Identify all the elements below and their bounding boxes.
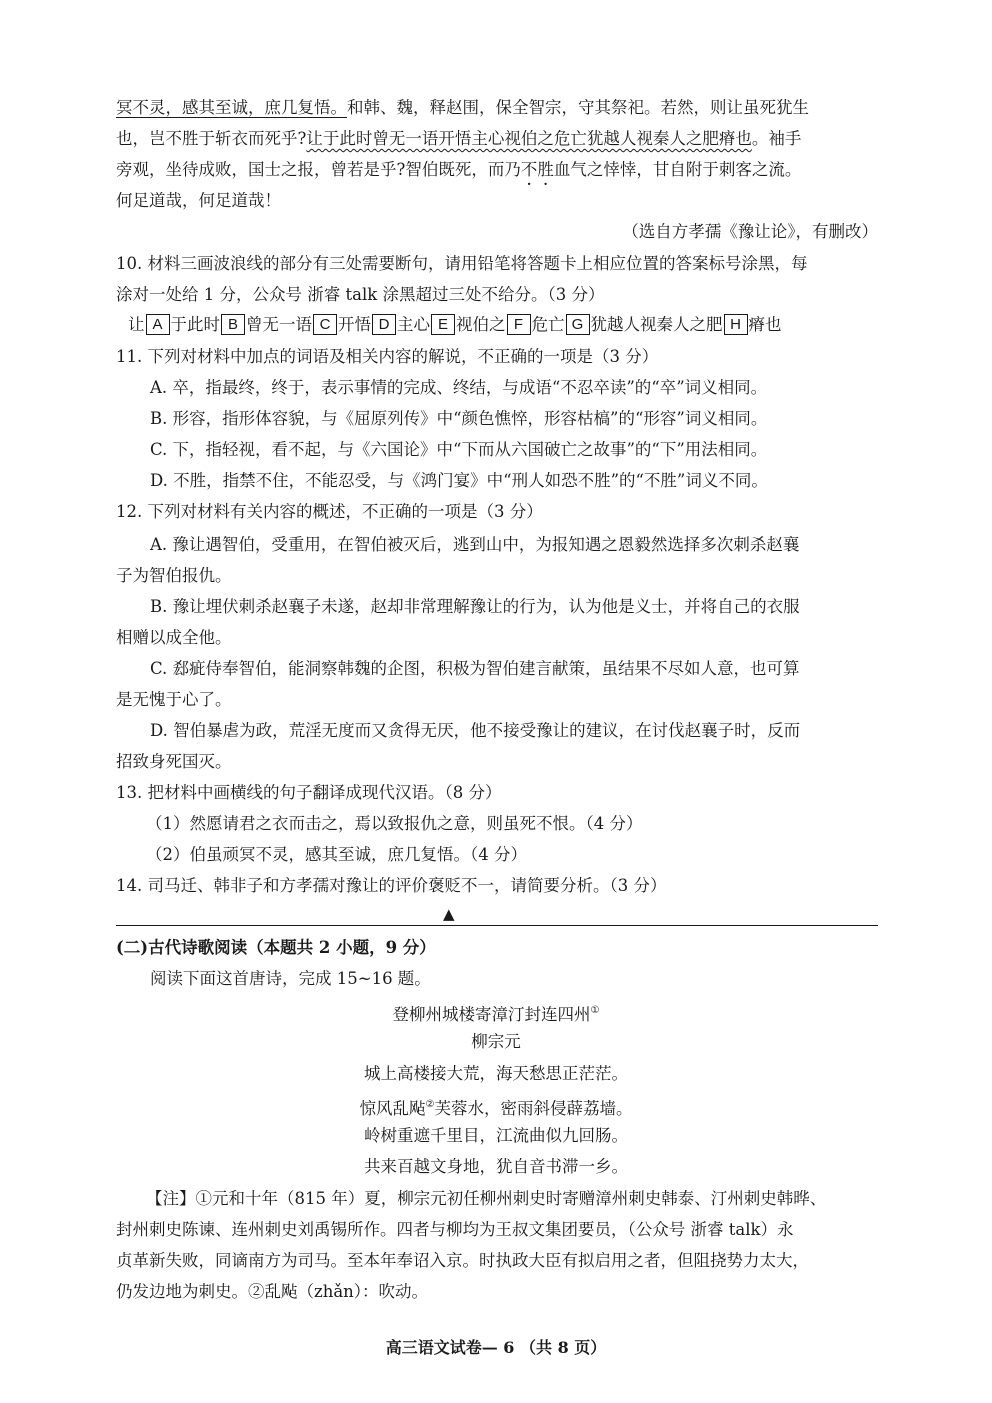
section-intro: 阅读下面这首唐诗，完成 15~16 题。 <box>150 969 431 988</box>
answer-mark-B[interactable]: B <box>221 314 245 335</box>
answer-mark-D[interactable]: D <box>372 314 396 335</box>
option-d: D. 智伯暴虐为政，荒淫无度而又贪得无厌，他不接受豫让的建议，在讨伐赵襄子时，反而 <box>150 721 801 740</box>
poem-note: 贞革新失败，同谪南方为司马。至本年奉诏入京。时执政大臣有拟启用之者，但阻挠势力太大， <box>116 1251 809 1270</box>
passage-line: 冥不灵，感其至诚，庶几复悟。和韩、魏，释赵围，保全智宗，守其祭祀。若然，则让虽死犹生 <box>116 98 809 117</box>
poem-verse: 惊风乱飐②芙蓉水，密雨斜侵薜荔墙。 <box>359 1099 633 1118</box>
section-heading: (二)古代诗歌阅读（本题共 2 小题，9 分） <box>116 938 436 957</box>
option-c: C. 下，指轻视，看不起，与《六国论》中“下而从六国破亡之故事”的“下”用法相同。 <box>150 440 768 459</box>
poem-verse: 岭树重遮千里目，江流曲似九回肠。 <box>364 1126 628 1145</box>
poem-verse: 城上高楼接大荒，海天愁思正茫茫。 <box>364 1064 628 1083</box>
question-14-stem: 14. 司马迁、韩非子和方孝孺对豫让的评价褒贬不一，请简要分析。（3 分） <box>116 876 667 895</box>
footnote-marker: ① <box>590 1005 600 1016</box>
option-b: B. 形容，指形体容貌，与《屈原列传》中“颜色憔悴，形容枯槁”的“形容”词义相同。 <box>150 409 768 428</box>
option-b-cont: 相赠以成全他。 <box>116 628 232 647</box>
poem-author: 柳宗元 <box>471 1032 521 1051</box>
passage-line: 也，岂不胜于斩衣而死乎?让于此时曾无一语开悟主心视伯之危亡犹越人视秦人之肥瘠也。袖手 <box>116 129 802 148</box>
answer-mark-G[interactable]: G <box>566 314 590 335</box>
option-a: A. 卒，指最终，终于，表示事情的完成、终结，与成语“不忍卒读”的“卒”词义相同。 <box>150 378 768 397</box>
sub-question-1: （1）然愿请君之衣而击之，焉以致报仇之意，则虽死不恨。（4 分） <box>146 814 643 833</box>
poem-note: 【注】①元和十年（815 年）夏，柳宗元初任柳州刺史时寄赠漳州刺史韩泰、汀州刺史韩晔、 <box>146 1189 827 1208</box>
poem-note: 封州刺史陈谏、连州刺史刘禹锡所作。四者与柳均为王叔文集团要员，（公众号 浙睿 talk）永 <box>116 1220 794 1239</box>
question-11-stem: 11. 下列对材料中加点的词语及相关内容的解说，不正确的一项是（3 分） <box>116 347 659 366</box>
underlined-sentence: 冥不灵，感其至诚，庶几复悟。 <box>116 98 347 117</box>
question-10-segments: 让 A 于此时 B 曾无一语 C 开悟 D 主心 E 视伯之 F 危亡 G 犹越人视秦人之肥 H 瘠也 <box>128 315 782 334</box>
passage-line: 旁观，坐待成败，国士之报，曾若是乎?智伯既死，而乃不胜血气之悻悻，甘自附于刺客之流。 <box>116 160 802 179</box>
footnote-marker: ② <box>425 1099 435 1110</box>
poem-title: 登柳州城楼寄漳汀封连四州① <box>392 1005 600 1024</box>
triangle-icon: ▲ <box>443 905 455 923</box>
poem-note: 仍发边地为刺史。②乱飐（zhǎn）：吹动。 <box>116 1282 429 1301</box>
option-b: B. 豫让埋伏刺杀赵襄子未遂，赵却非常理解豫让的行为，认为他是义士，并将自己的衣服 <box>150 597 800 616</box>
answer-mark-F[interactable]: F <box>507 314 531 335</box>
option-d-cont: 招致身死国灭。 <box>116 752 232 771</box>
source-citation: （选自方孝孺《豫让论》，有删改） <box>622 222 878 241</box>
question-10-stem: 10. 材料三画波浪线的部分有三处需要断句，请用铅笔将答题卡上相应位置的答案标号涂黑，每 <box>116 254 808 273</box>
question-10-stem-cont: 涂对一处给 1 分，公众号 浙睿 talk 涂黑超过三处不给分。（3 分） <box>116 285 605 304</box>
section-divider <box>116 925 878 926</box>
passage-line: 何足道哉，何足道哉！ <box>116 191 281 210</box>
option-a-cont: 子为智伯报仇。 <box>116 566 232 585</box>
dotted-char: 不 <box>520 160 538 179</box>
answer-mark-C[interactable]: C <box>313 314 337 335</box>
option-c: C. 郄疵侍奉智伯，能洞察韩魏的企图，积极为智伯建言献策，虽结果不尽如人意，也可算 <box>150 659 800 678</box>
question-13-stem: 13. 把材料中画横线的句子翻译成现代汉语。（8 分） <box>116 783 502 802</box>
wavy-underlined-sentence: 让于此时曾无一语开悟主心视伯之危亡犹越人视秦人之肥瘠也 <box>306 129 752 148</box>
poem-verse: 共来百越文身地，犹自音书滞一乡。 <box>364 1157 628 1176</box>
answer-mark-H[interactable]: H <box>724 314 748 335</box>
option-c-cont: 是无愧于心了。 <box>116 690 232 709</box>
answer-mark-E[interactable]: E <box>431 314 455 335</box>
dotted-char: 胜 <box>537 160 554 179</box>
answer-mark-A[interactable]: A <box>146 314 170 335</box>
question-12-stem: 12. 下列对材料有关内容的概述，不正确的一项是（3 分） <box>116 502 543 521</box>
option-d: D. 不胜，指禁不住，不能忍受，与《鸿门宴》中“刑人如恐不胜”的“不胜”词义不同。 <box>150 471 768 490</box>
sub-question-2: （2）伯虽顽冥不灵，感其至诚，庶几复悟。（4 分） <box>146 845 527 864</box>
option-a: A. 豫让遇智伯，受重用，在智伯被灭后，逃到山中，为报知遇之恩毅然选择多次刺杀赵襄 <box>150 535 800 554</box>
page-footer: 高三语文试卷— 6 （共 8 页） <box>385 1338 607 1357</box>
